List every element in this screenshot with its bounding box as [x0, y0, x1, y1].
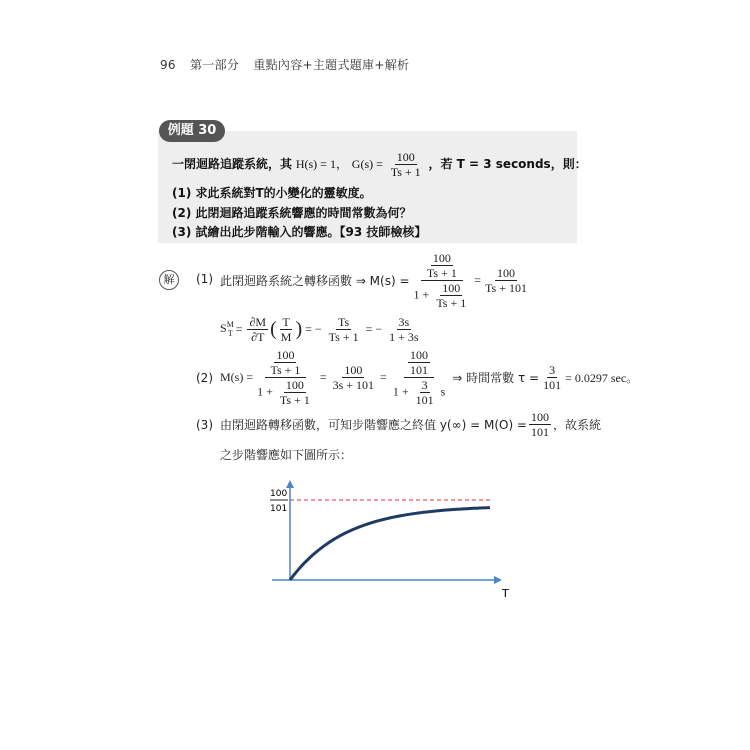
page-number: 96 — [160, 58, 176, 72]
y-mark-den: 101 — [270, 504, 288, 514]
m-result-fraction — [483, 266, 529, 295]
sens-sup: M — [226, 320, 234, 330]
minus-sign-1: = − — [305, 321, 322, 336]
final-den: 101 — [531, 424, 549, 439]
statement-prefix: 一閉迴路追蹤系統，其 — [172, 157, 293, 171]
p2-top-den: Ts + 1 — [270, 362, 301, 377]
time-constant-text: ⇒ 時間常數 τ = — [452, 370, 540, 385]
p2-b-den: 101 — [410, 362, 429, 377]
y-axis-arrow — [286, 480, 294, 488]
p2-b-bottom — [391, 378, 447, 407]
p2-a-num: 100 — [344, 362, 363, 377]
question-3 — [172, 223, 426, 240]
sens-r2-den: 1 + 3s — [389, 329, 419, 344]
p2-top-fraction — [269, 348, 303, 377]
m-top-fraction — [425, 251, 459, 280]
m-bottom-den: Ts + 1 — [436, 295, 467, 310]
sens-s: S — [220, 321, 227, 336]
m-result-den: Ts + 101 — [485, 280, 527, 295]
p2-bottom — [255, 378, 316, 407]
solution-badge: 解 — [159, 270, 179, 290]
sens-r2-fraction — [387, 315, 420, 344]
p2-b-inner-num: 3 — [421, 377, 428, 392]
sens-r1-fraction — [327, 315, 361, 344]
p2-top — [265, 348, 307, 378]
p2-bottom-den: Ts + 1 — [279, 392, 310, 407]
m-one-plus: 1 + — [413, 286, 430, 301]
p2-b-compound-fraction — [391, 348, 447, 407]
sens-t-num: T — [282, 314, 290, 329]
m-bottom-num: 100 — [442, 280, 461, 295]
m-top-den: Ts + 1 — [426, 265, 457, 280]
final-num: 100 — [531, 409, 549, 424]
g-lhs: G(s) = — [351, 157, 383, 171]
p2-b-inner-fraction — [414, 378, 436, 407]
left-paren: ( — [270, 318, 277, 340]
question-1: (1) 求此系統對T的小變化的靈敏度。 — [172, 186, 372, 200]
part3-line2: 之步階響應如下圖所示： — [220, 448, 353, 462]
step-response-curve — [290, 508, 490, 580]
m-bottom — [412, 281, 473, 310]
part2-lhs: M(s) = — [220, 369, 254, 384]
p2-b-one-plus: 1 + — [392, 383, 409, 398]
exam-source: 【93 技師檢核】 — [339, 225, 427, 239]
equals-sign: = — [235, 321, 243, 336]
p2-b-inner-den: 101 — [415, 392, 434, 407]
part1-label: (1) — [196, 272, 213, 286]
m-result-num: 100 — [497, 265, 515, 280]
part3-label: (3) — [196, 418, 213, 432]
g-numerator: 100 — [396, 150, 415, 164]
tau-den: 101 — [543, 377, 562, 392]
minus-sign-2: = − — [365, 321, 383, 336]
part1-text: 此閉迴路系統之轉移函數 ⇒ M(s) = — [220, 273, 410, 288]
part3-suffix: ，故系統 — [553, 417, 602, 432]
sens-r2-num: 3s — [398, 314, 410, 329]
problem-statement — [172, 150, 587, 179]
problem-tag: 例題 30 — [159, 120, 225, 142]
sens-tm-fraction — [279, 315, 294, 344]
p2-compound-fraction — [255, 348, 316, 407]
y-mark-num: 100 — [270, 489, 288, 499]
part3-line1 — [220, 406, 601, 442]
m-bottom-fraction — [434, 281, 468, 310]
x-axis-arrow — [494, 576, 502, 584]
p2-one-plus: 1 + — [257, 383, 273, 398]
p2-b-num: 100 — [410, 347, 429, 362]
question-3-text: (3) 試繪出此步階輸入的響應。 — [172, 225, 340, 239]
sens-symbol — [220, 320, 233, 337]
sens-r1-den: Ts + 1 — [328, 329, 359, 344]
h-expression: H(s) = 1， — [295, 157, 348, 171]
sens-t-den: M — [280, 329, 292, 344]
sens-sub: T — [227, 328, 233, 338]
tau-fraction — [541, 363, 563, 392]
g-fraction — [389, 150, 423, 179]
tau-num: 3 — [549, 362, 556, 377]
p2-a-fraction — [331, 363, 376, 392]
m-top — [421, 251, 463, 281]
sensitivity-equation — [220, 312, 423, 346]
m-compound-fraction — [412, 251, 473, 310]
part2-equation — [220, 348, 638, 406]
equals-sign: = — [474, 272, 482, 287]
sens-d-num: ∂M — [249, 314, 267, 329]
p2-bottom-fraction — [278, 378, 312, 407]
part3-text: 由閉迴路轉移函數，可知步階響應之終值 y(∞) = M(O) = — [220, 417, 527, 432]
part1-equation — [220, 252, 531, 308]
right-paren: ) — [295, 318, 303, 340]
p2-b-top — [404, 348, 434, 378]
book-title: 重點內容+主題式題庫+解析 — [253, 58, 410, 72]
m-top-num: 100 — [432, 250, 451, 265]
p2-b-s: s — [440, 383, 446, 398]
p2-a-den: 3s + 101 — [332, 377, 375, 392]
sens-d-den: ∂T — [251, 329, 265, 344]
question-2: (2) 此閉迴路追蹤系統響應的時間常數為何？ — [172, 206, 412, 220]
final-value-fraction — [529, 410, 551, 439]
equals-sign: = — [380, 369, 387, 384]
step-response-chart — [262, 480, 522, 605]
p2-bottom-num: 100 — [285, 377, 304, 392]
tau-value: = 0.0297 sec。 — [565, 370, 639, 385]
part-label: 第一部分 — [190, 58, 240, 72]
page-header — [160, 56, 419, 73]
p2-top-num: 100 — [276, 347, 295, 362]
part2-label: (2) — [196, 371, 213, 385]
statement-suffix: ，若 T = 3 seconds，則： — [428, 157, 587, 171]
sens-partial-fraction — [247, 315, 268, 344]
equals-sign: = — [319, 369, 327, 384]
sens-r1-num: Ts — [338, 314, 350, 329]
x-axis-label: T — [502, 587, 509, 600]
g-denominator: Ts + 1 — [390, 165, 421, 179]
p2-b-top-fraction — [408, 348, 430, 377]
